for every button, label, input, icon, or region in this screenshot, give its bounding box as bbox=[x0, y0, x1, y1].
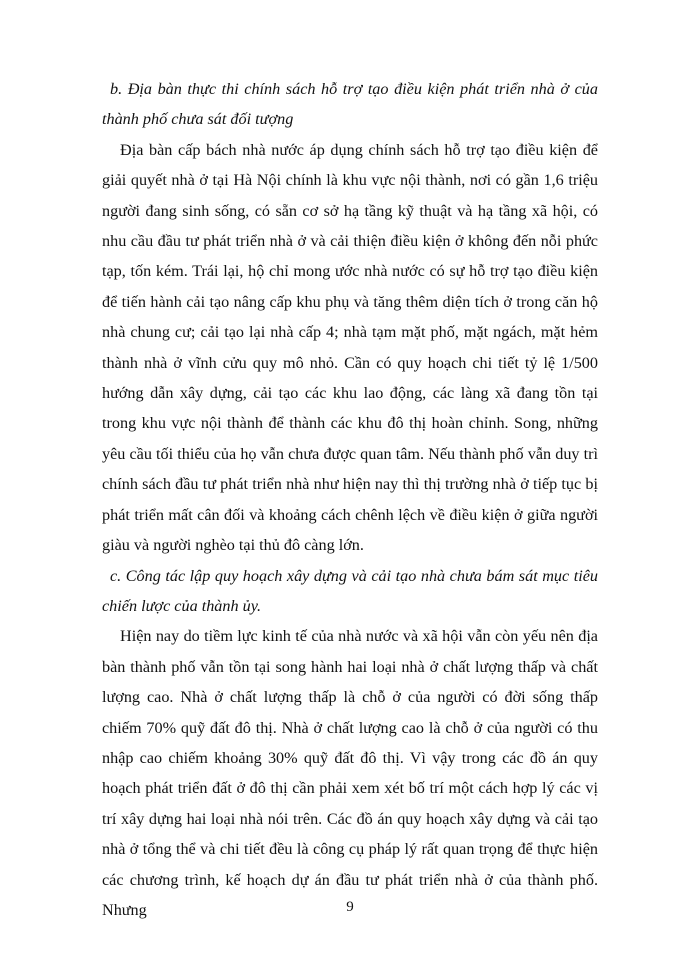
section-b-heading: b. Địa bàn thực thi chính sách hỗ trợ tạo điều kiện phát triển nhà ở của thành phố chưa sát đối tượng bbox=[102, 80, 598, 129]
section-c-heading: c. Công tác lập quy hoạch xây dựng và cải tạo nhà chưa bám sát mục tiêu chiến lược của thành ủy. bbox=[102, 566, 598, 615]
document-body bbox=[102, 74, 598, 925]
section-c-paragraph: Hiện nay do tiềm lực kinh tế của nhà nước và xã hội vẫn còn yếu nên địa bàn thành phố vẫn tồn tại song hành hai loại nhà ở chất lượng thấp và chất lượng cao. Nhà ở chất lượng thấp là chỗ ở của người có đời sống thấp chiếm 70% quỹ đất đô thị. Nhà ở chất lượng cao là chỗ ở của người có thu nhập cao chiếm khoảng 30% quỹ đất đô thị. Vì vậy trong các đồ án quy hoạch phát triển đất ở đô thị cần phải xem xét bố trí một cách hợp lý các vị trí xây dựng hai loại nhà nói trên. Các đồ án quy hoạch xây dựng và cải tạo nhà ở tổng thể và chi tiết đều là công cụ pháp lý rất quan trọng để thực hiện các chương trình, kế hoạch dự án đầu tư phát triển nhà ở của thành phố. Nhưng bbox=[102, 627, 598, 919]
page-number: 9 bbox=[346, 899, 354, 915]
section-b-paragraph: Địa bàn cấp bách nhà nước áp dụng chính sách hỗ trợ tạo điều kiện để giải quyết nhà ở tại Hà Nội chính là khu vực nội thành, nơi có gần 1,6 triệu người đang sinh sống, có sẵn cơ sở hạ tầng kỹ thuật và hạ tầng xã hội, có nhu cầu đầu tư phát triển nhà ở và cải thiện điều kiện ở không đến nỗi phức tạp, tốn kém. Trái lại, hộ chỉ mong ước nhà nước có sự hỗ trợ tạo điều kiện để tiến hành cải tạo nâng cấp khu phụ và tăng thêm diện tích ở trong căn hộ nhà chung cư; cải tạo lại nhà cấp 4; nhà tạm mặt phố, mặt ngách, mặt hẻm thành nhà ở vĩnh cửu quy mô nhỏ. Cần có quy hoạch chi tiết tỷ lệ 1/500 hướng dẫn xây dựng, cải tạo các khu lao động, các làng xã đang tồn tại trong khu vực nội thành để thành các khu đô thị hoàn chỉnh. Song, những yêu cầu tối thiểu của họ vẫn chưa được quan tâm. Nếu thành phố vẫn duy trì chính sách đầu tư phát triển nhà như hiện nay thì thị trường nhà ở tiếp tục bị phát triển mất cân đối và khoảng cách chênh lệch về điều kiện ở giữa người giàu và người nghèo tại thủ đô càng lớn. bbox=[102, 140, 598, 555]
